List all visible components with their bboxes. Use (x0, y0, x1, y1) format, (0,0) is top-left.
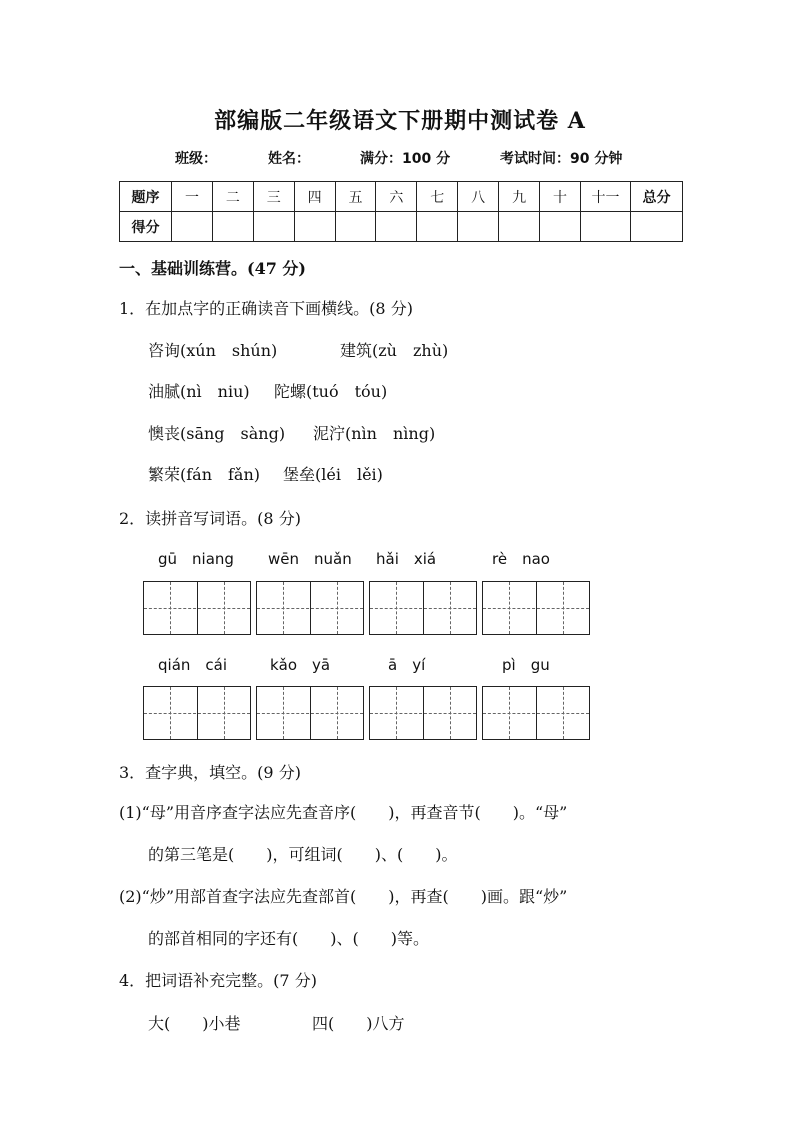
writing-grid[interactable] (482, 686, 590, 740)
table-cell: 总分 (631, 182, 683, 212)
writing-grid[interactable] (143, 581, 251, 635)
table-cell: 八 (458, 182, 499, 212)
question-3-part2-cont: 的部首相同的字还有( )、( )等。 (148, 929, 429, 948)
question-3-part1-cont: 的第三笔是( )，可组词( )、( )。 (148, 845, 458, 864)
writing-grid[interactable] (369, 686, 477, 740)
full-score: 满分：100 分 (360, 151, 451, 167)
score-cell[interactable] (212, 212, 253, 242)
table-cell: 一 (172, 182, 213, 212)
pinyin-label: kǎo yā (270, 656, 331, 674)
table-cell: 十一 (581, 182, 631, 212)
score-cell[interactable] (631, 212, 683, 242)
score-table (119, 181, 683, 242)
writing-grid[interactable] (143, 686, 251, 740)
score-table-score-row (120, 212, 683, 242)
score-cell[interactable] (335, 212, 376, 242)
writing-grid[interactable] (256, 686, 364, 740)
name-label: 姓名： (268, 151, 310, 167)
table-cell: 题序 (120, 182, 172, 212)
pinyin-choice: 繁荣(fán fǎn) (148, 465, 261, 484)
table-cell: 六 (376, 182, 417, 212)
question-2-prompt: 2．读拼音写词语。(8 分) (119, 509, 301, 528)
writing-grid[interactable] (369, 581, 477, 635)
class-label: 班级： (175, 151, 217, 167)
table-cell: 三 (253, 182, 294, 212)
exam-time: 考试时间：90 分钟 (500, 151, 623, 167)
pinyin-choice: 懊丧(sāng sàng) (148, 424, 286, 443)
question-3-part1: (1)“母”用音序查字法应先查音序( )，再查音节( )。“母” (119, 803, 568, 822)
pinyin-label: qián cái (158, 656, 227, 674)
score-cell[interactable] (294, 212, 335, 242)
pinyin-label: wēn nuǎn (268, 550, 352, 568)
pinyin-choice: 油腻(nì niu) (148, 382, 250, 401)
idiom-item: 大( )小巷 (148, 1014, 241, 1033)
pinyin-label: hǎi xiá (376, 550, 437, 568)
pinyin-choice: 陀螺(tuó tóu) (274, 382, 388, 401)
pinyin-choice: 堡垒(léi lěi) (283, 465, 383, 484)
table-cell: 七 (417, 182, 458, 212)
question-3-prompt: 3．查字典，填空。(9 分) (119, 763, 301, 782)
table-cell: 二 (212, 182, 253, 212)
table-cell: 四 (294, 182, 335, 212)
score-cell[interactable] (253, 212, 294, 242)
writing-grid[interactable] (482, 581, 590, 635)
pinyin-choice: 咨询(xún shún) (148, 341, 278, 360)
table-cell: 五 (335, 182, 376, 212)
section-heading: 一、基础训练营。(47 分) (119, 259, 306, 278)
pinyin-choice: 建筑(zù zhù) (340, 341, 449, 360)
pinyin-choice: 泥泞(nìn nìng) (313, 424, 436, 443)
score-cell[interactable] (417, 212, 458, 242)
score-cell[interactable] (581, 212, 631, 242)
idiom-item: 四( )八方 (312, 1014, 405, 1033)
question-3-part2: (2)“炒”用部首查字法应先查部首( )，再查( )画。跟“炒” (119, 887, 568, 906)
score-cell[interactable] (172, 212, 213, 242)
writing-grid[interactable] (256, 581, 364, 635)
score-table-header-row (120, 182, 683, 212)
pinyin-label: ā yí (388, 656, 426, 674)
score-cell[interactable] (540, 212, 581, 242)
page-title: 部编版二年级语文下册期中测试卷 A (214, 108, 586, 134)
question-1-prompt: 1．在加点字的正确读音下画横线。(8 分) (119, 299, 413, 318)
pinyin-label: pì gu (502, 656, 550, 674)
pinyin-label: gū niang (158, 550, 234, 568)
score-cell[interactable] (499, 212, 540, 242)
table-cell: 九 (499, 182, 540, 212)
table-cell: 得分 (120, 212, 172, 242)
question-4-prompt: 4．把词语补充完整。(7 分) (119, 971, 317, 990)
score-cell[interactable] (458, 212, 499, 242)
score-cell[interactable] (376, 212, 417, 242)
table-cell: 十 (540, 182, 581, 212)
pinyin-label: rè nao (492, 550, 550, 568)
